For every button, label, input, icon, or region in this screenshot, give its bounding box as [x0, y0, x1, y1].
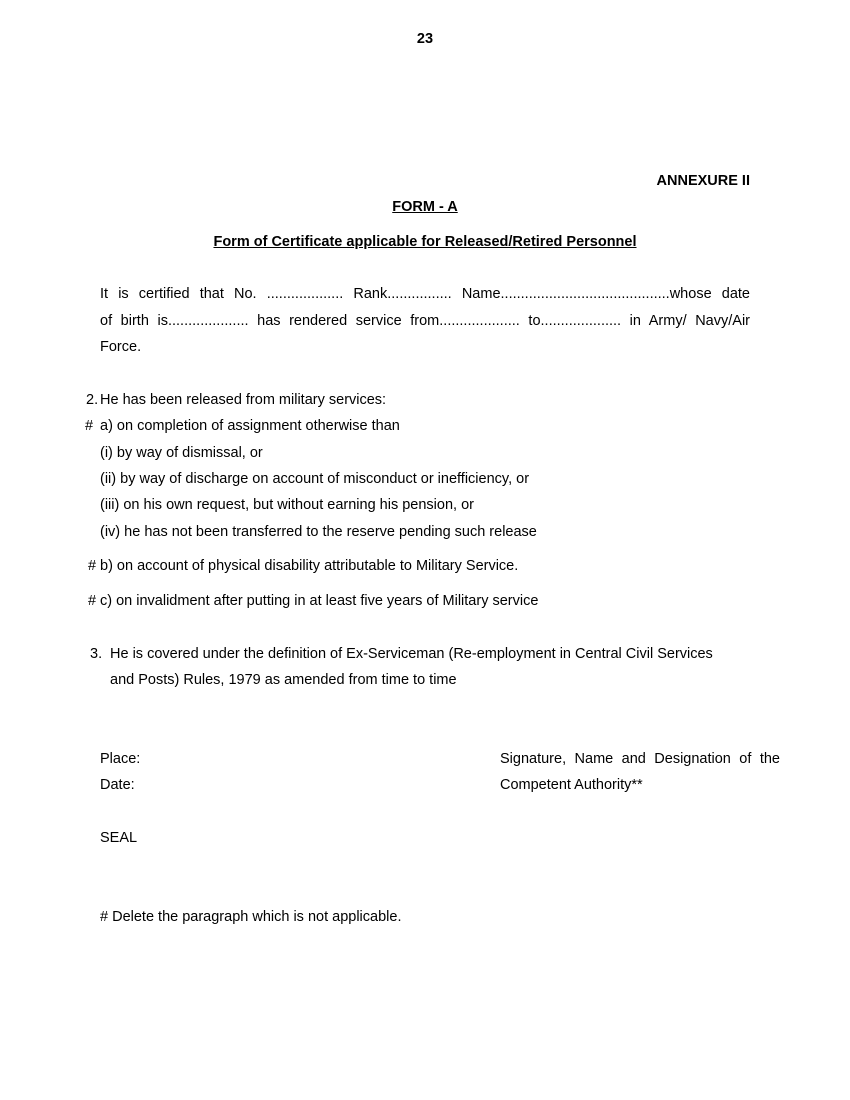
form-subtitle: Form of Certificate applicable for Released/Retired Personnel [213, 234, 637, 250]
sub-item-i: (i) by way of dismissal, or [100, 445, 263, 461]
place-label: Place: [100, 751, 141, 767]
signature-line2: Competent Authority** [500, 777, 643, 793]
hash-marker-a: # [85, 418, 94, 434]
hash-marker-c: # [88, 593, 97, 609]
seal-label: SEAL [100, 830, 138, 846]
para1-line3: Force. [100, 339, 142, 355]
para2-number: 2. [86, 392, 99, 408]
date-label: Date: [100, 777, 135, 793]
sub-item-iii: (iii) on his own request, but without earning his pension, or [100, 497, 474, 513]
para1-line2: of birth is.................... has rendered service from.................... to.................... in Army/ Navy/Air [100, 313, 750, 329]
footnote: # Delete the paragraph which is not applicable. [100, 909, 402, 925]
form-title: FORM - A [392, 199, 458, 215]
para3-line2: and Posts) Rules, 1979 as amended from time to time [110, 672, 457, 688]
page-number: 23 [416, 31, 434, 47]
item-a: a) on completion of assignment otherwise than [100, 418, 400, 434]
item-c: c) on invalidment after putting in at least five years of Military service [100, 593, 539, 609]
hash-marker-b: # [88, 558, 97, 574]
para1-line1: It is certified that No. ................... Rank................ Name..........................................whose date [100, 286, 750, 302]
sub-item-iv: (iv) he has not been transferred to the reserve pending such release [100, 524, 537, 540]
signature-line1: Signature, Name and Designation of the [500, 751, 780, 767]
item-b: b) on account of physical disability attributable to Military Service. [100, 558, 519, 574]
sub-item-ii: (ii) by way of discharge on account of misconduct or inefficiency, or [100, 471, 530, 487]
para3-line1: He is covered under the definition of Ex-Serviceman (Re-employment in Central Civil Services [110, 646, 713, 662]
para2-heading: He has been released from military services: [100, 392, 387, 408]
para3-number: 3. [90, 646, 103, 662]
annexure-label: ANNEXURE II [656, 173, 750, 189]
